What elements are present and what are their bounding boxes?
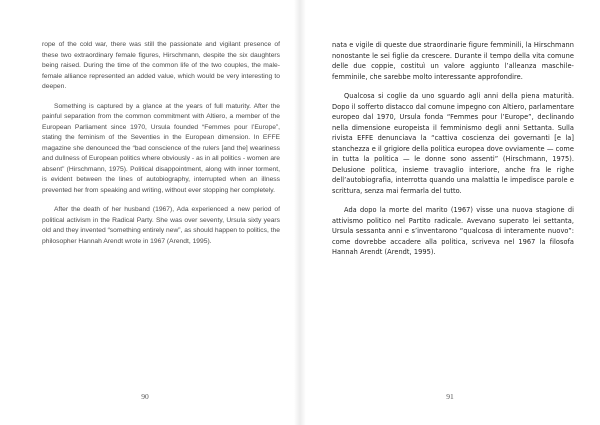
gutter-shadow: [300, 0, 306, 425]
paragraph: Ada dopo la morte del marito (1967) visse una nuova stagione di attivismo politico nel Partito radicale. Avevano superato lei settanta, Ursula sessanta anni e s’inventarono “qualcosa di interamente nuovo”: come dovrebbe accadere alla politica, scriveva nel 1967 la filosofa Hannah Arendt (Arendt, 1995).: [332, 206, 574, 256]
left-page-text: [42, 40, 280, 256]
paragraph: After the death of her husband (1967), Ada experienced a new period of political activism in the Radical Party. She was over seventy, Ursula sixty years old and they invented “something entirely new”, as should happen to politics, the philosopher Hannah Arendt wrote in 1967 (Arendt, 1995).: [42, 206, 280, 245]
right-page-text: [332, 40, 574, 267]
right-page: [300, 0, 600, 425]
paragraph: Something is captured by a glance at the years of full maturity. After the painful separation from the common commitment with Altiero, a member of the European Parliament since 1970, Ursula founded “Femmes pour l’Europe”, stating the feminism of the Seventies in the European dimension. In EFFE magazine she denounced the “bad conscience of the rulers [and the] weariness and dullness of European politics where obviously - as in all politics - women are absent” (Hirschmann, 1975). Political disappointment, along with inner torment, is evident between the lines of autobiography, interrupted when an illness prevented her from speaking and writing, without ever stopping her completely.: [42, 102, 280, 194]
paragraph: nata e vigile di queste due straordinarie figure femminili, la Hirschmann nonostante le sei figlie da crescere. Durante il tempo della vita comune delle due coppie, costituì un valore aggiunto l’alleanza maschile-femminile, che sarebbe molto interessante approfondire.: [332, 41, 574, 81]
page-number: 91: [446, 392, 454, 401]
paragraph: Qualcosa si coglie da uno sguardo agli anni della piena maturità. Dopo il sofferto distacco dal comune impegno con Altiero, parlamentare europeo dal 1970, Ursula fonda “Femmes pour l’Europe”, declinando nella dimensione europeista il femminismo degli anni Settanta. Sulla rivista EFFE denunciava la “cattiva coscienza dei governanti [e la] stanchezza e il grigiore della politica europea dove ovviamente — come in tutta la politica — le donne sono assenti” (Hirschmann, 1975). Delusione politica, insieme travaglio interiore, anche fra le righe dell’autobiografia, interrotta quando una malattia le impedisce parole e scrittura, senza mai fermarla del tutto.: [332, 92, 574, 195]
page-number: 90: [141, 392, 149, 401]
paragraph: rope of the cold war, there was still the passionate and vigilant presence of these two extraordinary female figures, Hirschmann, despite the six daughters being raised. During the time of the common life of the two couples, the male-female alliance represented an added value, which would be very interesting to deepen.: [42, 41, 280, 90]
